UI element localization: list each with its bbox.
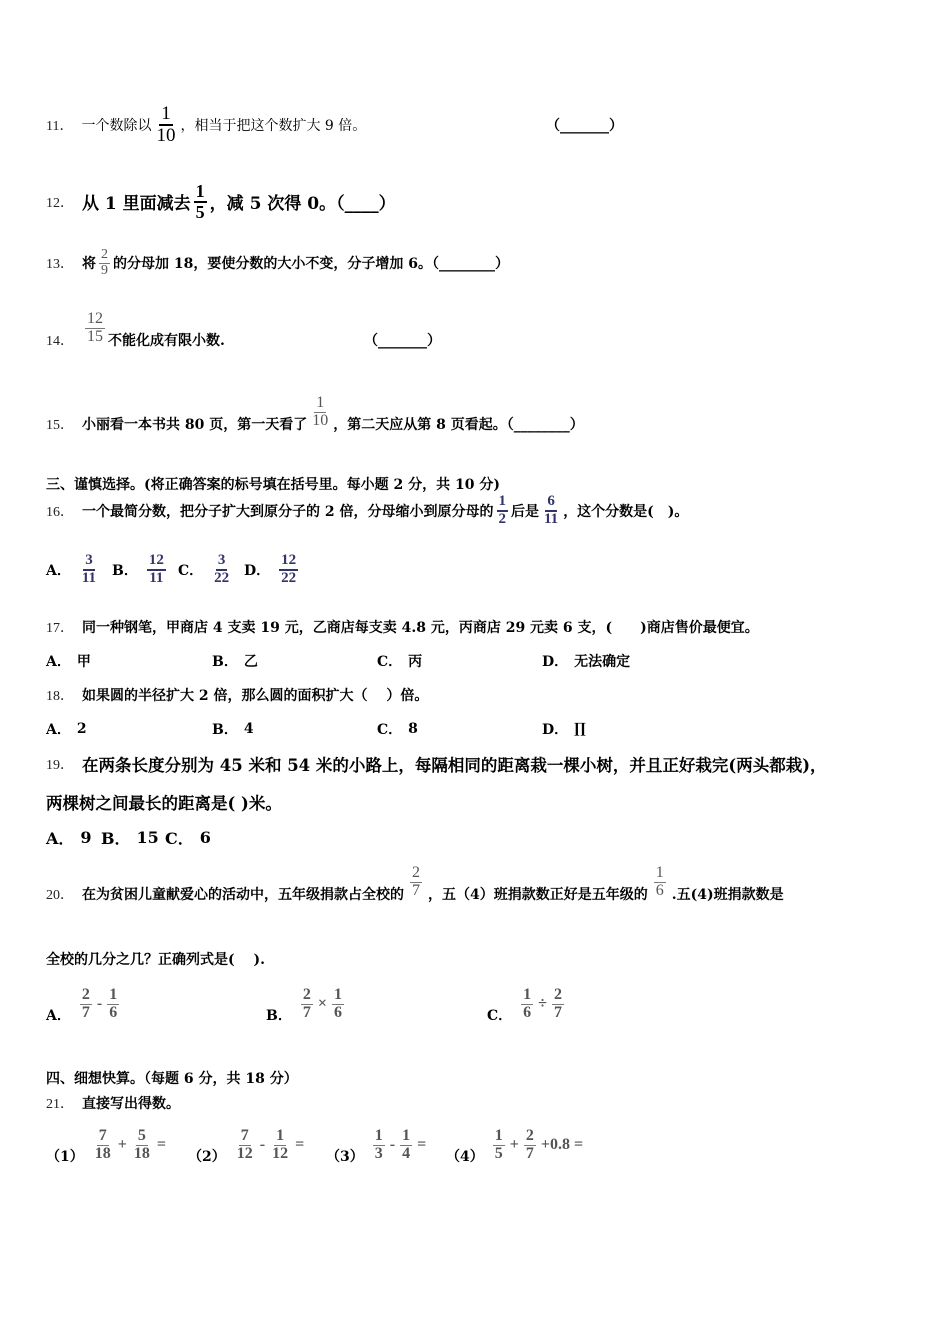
fraction: $\frac{12}{11}$ (148, 552, 164, 586)
fraction: $\frac{2}{7}$ (525, 1126, 534, 1162)
fraction: $\frac{1}{5}$ (195, 181, 205, 222)
question-13 (46, 248, 509, 278)
question-text: ，相当于把这个数扩大 9 倍。 (180, 117, 367, 134)
option-label: C． (178, 562, 204, 579)
option-text: 15 (136, 828, 159, 847)
question-text: 从 1 里面减去 (82, 194, 191, 215)
expression-3 (326, 1124, 428, 1166)
option-b[interactable] (266, 983, 347, 1025)
question-number: 14． (46, 334, 74, 349)
expression-2 (188, 1124, 306, 1166)
section-heading: 四、细想快算。（每题 6 分，共 18 分） (46, 1071, 298, 1087)
question-text: 的分母加 18，要使分数的大小不变，分子增加 6。（________） (113, 256, 509, 273)
fraction: $\frac{12}{15}$ (87, 309, 103, 345)
equals-sign: = (295, 1136, 305, 1153)
question-21 (46, 1093, 180, 1113)
question-text: 两棵树之间最长的距离是( )米。 (46, 794, 282, 813)
question-number: 21． (46, 1097, 74, 1112)
question-text: 同一种钢笔，甲商店 4 支卖 19 元，乙商店每支卖 4.8 元，丙商店 29 元卖 6 支，( )商店售价最便宜。 (82, 620, 759, 636)
fraction: $\frac{1}{12}$ (272, 1126, 289, 1162)
question-19 (46, 752, 827, 776)
fraction: $\frac{1}{5}$ (494, 1126, 503, 1162)
question-text: .五(4)班捐款数是 (671, 887, 784, 903)
expression-4 (446, 1124, 585, 1166)
fraction: $\frac{1}{6}$ (109, 985, 118, 1021)
option-label: D． (542, 722, 569, 738)
option-text: 乙 (243, 654, 258, 670)
question-text: 直接写出得数。 (82, 1096, 180, 1112)
question-number: 16． (46, 504, 74, 520)
fraction: $\frac{1}{6}$ (655, 863, 664, 899)
option-label: B． (212, 722, 238, 738)
question-text: 一个最简分数，把分子扩大到原分子的 2 倍，分母缩小到原分母的 (82, 503, 494, 520)
fraction: $\frac{5}{18}$ (133, 1126, 150, 1162)
fraction: $\frac{2}{7}$ (553, 985, 562, 1021)
option-label: B． (112, 562, 138, 579)
fraction: $\frac{2}{7}$ (302, 985, 311, 1021)
expression-label: （2） (188, 1149, 226, 1165)
fraction: $\frac{3}{11}$ (81, 552, 97, 586)
option-c[interactable] (178, 553, 234, 587)
operator: + (117, 1136, 127, 1153)
question-20-line-2 (46, 949, 265, 969)
option-c[interactable] (377, 651, 422, 671)
equals-sign: = (156, 1136, 166, 1153)
option-text: 甲 (76, 654, 91, 670)
fraction: $\frac{1}{2}$ (498, 493, 506, 527)
fraction: $\frac{6}{11}$ (544, 493, 559, 527)
fraction: $\frac{7}{12}$ (236, 1126, 253, 1162)
option-c[interactable] (487, 983, 567, 1025)
fraction: $\frac{2}{7}$ (412, 863, 420, 899)
fraction: $\frac{2}{9}$ (101, 247, 108, 278)
question-text: 全校的几分之几？正确列式是( ). (46, 952, 265, 968)
question-15 (46, 390, 584, 434)
option-label: B． (212, 654, 238, 670)
option-label: C． (165, 829, 194, 848)
question-text: ，第二天应从第 8 页看起。（________） (333, 417, 584, 433)
option-b[interactable] (212, 651, 258, 671)
option-label: B． (101, 829, 131, 848)
option-d[interactable] (542, 719, 586, 739)
option-label: C． (487, 1008, 513, 1024)
fraction: $\frac{1}{10}$ (156, 103, 176, 146)
operator: × (317, 995, 327, 1012)
question-text: 如果圆的半径扩大 2 倍，那么圆的面积扩大（ ）倍。 (82, 688, 429, 704)
question-number: 11． (46, 118, 74, 134)
operator: - (259, 1136, 266, 1153)
question-text: ，减 5 次得 0。（____） (209, 194, 396, 215)
question-text: 一个数除以 (81, 117, 152, 134)
option-label: A． (46, 654, 71, 670)
question-text: 后是 (511, 503, 539, 520)
question-number: 15． (46, 418, 74, 433)
option-d[interactable] (244, 553, 301, 587)
option-label: D． (244, 562, 271, 579)
option-text: 9 (80, 828, 92, 847)
option-b[interactable] (112, 553, 169, 587)
option-a[interactable] (46, 651, 91, 671)
question-text: 将 (82, 256, 96, 273)
question-number: 20． (46, 888, 74, 903)
option-label: A． (46, 1008, 71, 1024)
fraction: $\frac{1}{4}$ (402, 1126, 411, 1162)
option-label: A． (46, 562, 71, 579)
option-b[interactable] (101, 826, 159, 849)
fraction: $\frac{1}{6}$ (333, 985, 342, 1021)
answer-blank[interactable]: （_______） (364, 333, 441, 349)
answer-blank[interactable]: （_______） (546, 117, 623, 134)
question-11 (46, 103, 623, 146)
option-text: 8 (408, 721, 418, 737)
question-text: 小丽看一本书共 80 页，第一天看了 (82, 417, 308, 433)
option-text: ∏ (574, 721, 586, 737)
fraction: $\frac{1}{3}$ (374, 1126, 383, 1162)
fraction: $\frac{1}{10}$ (312, 393, 329, 429)
fraction: $\frac{1}{6}$ (523, 985, 532, 1021)
fraction: $\frac{7}{18}$ (94, 1126, 111, 1162)
expression-label: （3） (326, 1149, 364, 1165)
operator: - (389, 1136, 396, 1153)
section-heading: 三、谨慎选择。(将正确答案的标号填在括号里。每小题 2 分，共 10 分) (46, 477, 500, 493)
equals-sign: = (417, 1136, 427, 1153)
fraction: $\frac{2}{7}$ (81, 985, 90, 1021)
fraction: $\frac{3}{22}$ (214, 552, 230, 586)
operator: - (96, 995, 103, 1012)
option-label: A． (46, 829, 75, 848)
option-text: 4 (243, 721, 254, 737)
question-18 (46, 685, 428, 705)
question-number: 12． (46, 195, 74, 211)
option-d[interactable] (542, 651, 630, 671)
option-a[interactable] (46, 553, 101, 587)
option-text: 2 (76, 721, 87, 737)
question-text: ，这个分数是( )。 (563, 503, 689, 520)
expression-1 (46, 1124, 168, 1166)
option-a[interactable] (46, 719, 87, 739)
expression-tail: +0.8 = (540, 1136, 584, 1153)
option-label: C． (377, 654, 403, 670)
option-label: B． (266, 1008, 292, 1024)
question-number: 13． (46, 257, 74, 273)
question-14 (46, 306, 441, 350)
option-label: C． (377, 722, 403, 738)
question-12 (46, 182, 396, 222)
expression-label: （4） (446, 1149, 484, 1165)
question-number: 17． (46, 621, 74, 636)
fraction: $\frac{12}{22}$ (281, 552, 297, 586)
question-17 (46, 617, 759, 637)
option-text: 丙 (408, 654, 423, 670)
option-label: A． (46, 722, 71, 738)
question-16 (46, 494, 688, 528)
question-text: 在两条长度分别为 45 米和 54 米的小路上，每隔相同的距离栽一棵小树，并且正好栽完(两头都栽)， (82, 756, 827, 775)
option-c[interactable] (377, 719, 418, 739)
option-label: D． (542, 654, 569, 670)
question-text: 在为贫困儿童献爱心的活动中，五年级捐款占全校的 (82, 887, 404, 903)
question-number: 18． (46, 689, 74, 704)
question-number: 19． (46, 758, 74, 773)
option-a[interactable] (46, 983, 122, 1025)
question-20 (46, 860, 784, 904)
question-text: 不能化成有限小数. (108, 333, 225, 349)
operator: + (509, 1136, 519, 1153)
option-b[interactable] (212, 719, 254, 739)
option-a[interactable] (46, 826, 92, 849)
expression-label: （1） (46, 1149, 84, 1165)
option-text: 6 (199, 828, 211, 847)
option-c[interactable] (165, 826, 211, 849)
operator: ÷ (538, 995, 547, 1012)
question-text: ，五（4）班捐款数正好是五年级的 (428, 887, 648, 903)
option-text: 无法确定 (574, 654, 631, 670)
question-19-line-2 (46, 790, 282, 814)
